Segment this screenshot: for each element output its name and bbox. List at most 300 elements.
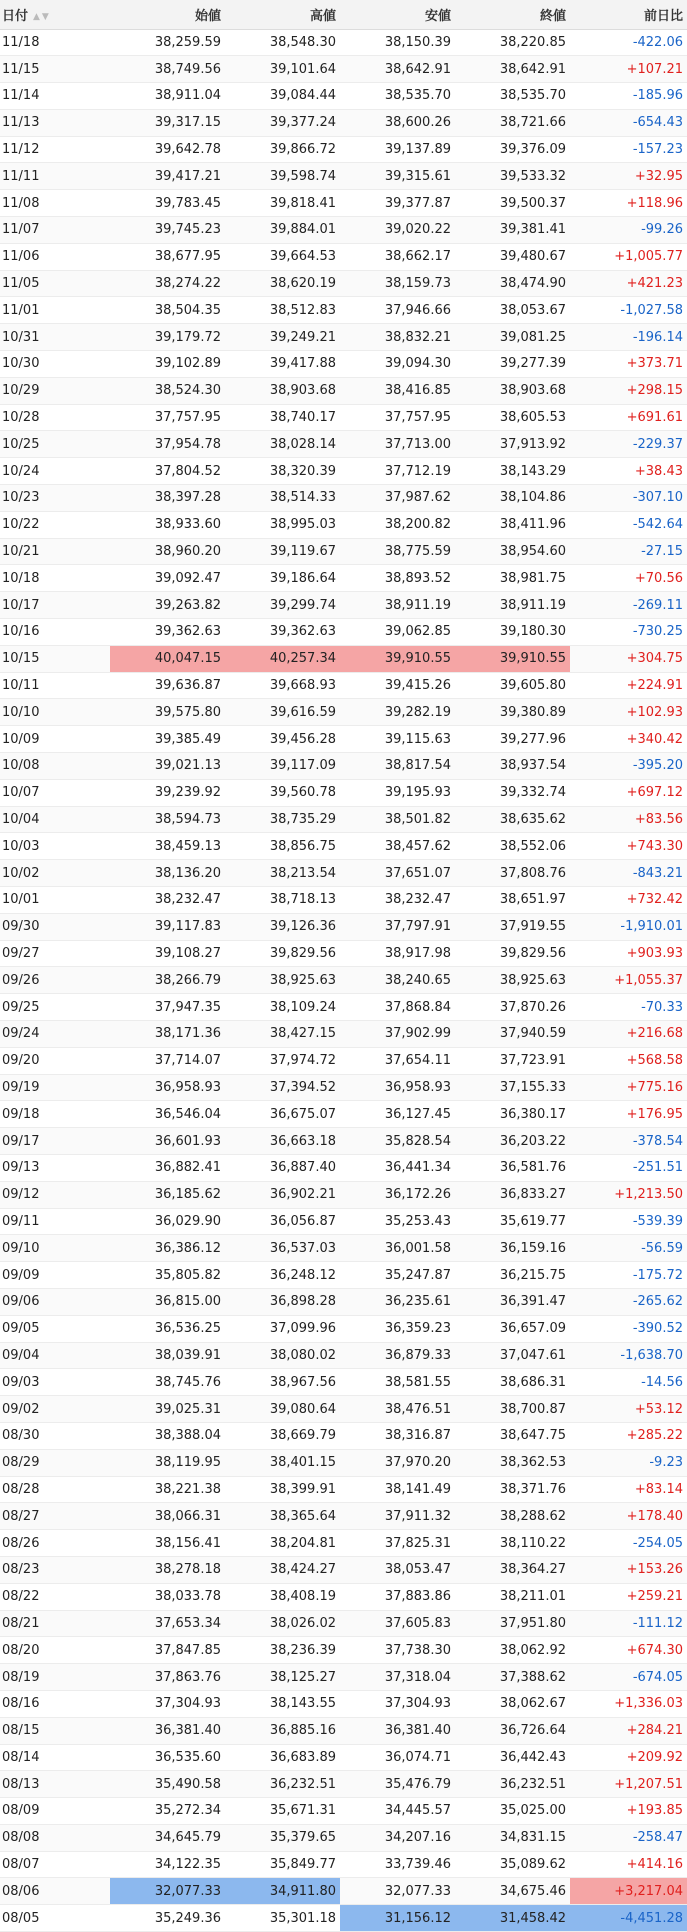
table-row [0, 136, 687, 163]
cell-date: 11/08 [2, 195, 40, 211]
cell-close: 38,364.27 [499, 1562, 566, 1578]
cell-low: 37,651.07 [384, 865, 451, 881]
cell-open: 39,021.13 [154, 758, 221, 774]
table-row [0, 1154, 687, 1181]
cell-date: 10/25 [2, 436, 40, 452]
cell-date: 09/04 [2, 1347, 40, 1363]
table-row [0, 1262, 687, 1289]
cell-low: 36,879.33 [384, 1347, 451, 1363]
table-row [0, 1637, 687, 1664]
table-row [0, 699, 687, 726]
cell-low: 36,441.34 [384, 1160, 451, 1176]
table-row [0, 1503, 687, 1530]
cell-change: +373.71 [626, 356, 683, 372]
cell-high: 36,902.21 [269, 1187, 336, 1203]
cell-open: 37,954.78 [154, 436, 221, 452]
cell-close: 38,104.86 [499, 490, 566, 506]
cell-low: 33,739.46 [384, 1857, 451, 1873]
cell-close: 38,651.97 [499, 892, 566, 908]
cell-low: 38,817.54 [384, 758, 451, 774]
cell-low: 38,662.17 [384, 249, 451, 265]
cell-high: 39,080.64 [269, 1401, 336, 1417]
cell-change: -196.14 [632, 329, 683, 345]
cell-high: 38,740.17 [269, 410, 336, 426]
table-row [0, 1047, 687, 1074]
cell-close: 35,089.62 [499, 1857, 566, 1873]
cell-high: 39,560.78 [269, 785, 336, 801]
cell-high: 38,408.19 [269, 1589, 336, 1605]
cell-high: 36,232.51 [269, 1776, 336, 1792]
cell-low: 37,911.32 [384, 1508, 451, 1524]
cell-date: 08/16 [2, 1696, 40, 1712]
table-row [0, 1181, 687, 1208]
cell-high: 38,401.15 [269, 1455, 336, 1471]
cell-high: 39,101.64 [269, 61, 336, 77]
cell-high: 38,080.02 [269, 1347, 336, 1363]
cell-high: 35,301.18 [269, 1910, 336, 1926]
cell-change: -70.33 [641, 999, 683, 1015]
cell-date: 10/28 [2, 410, 40, 426]
cell-high: 38,925.63 [269, 972, 336, 988]
table-row [0, 1208, 687, 1235]
cell-change: +216.68 [626, 1026, 683, 1042]
table-row [0, 860, 687, 887]
cell-open: 39,263.82 [154, 597, 221, 613]
cell-date: 09/19 [2, 1079, 40, 1095]
cell-open: 38,033.78 [154, 1589, 221, 1605]
cell-date: 08/08 [2, 1830, 40, 1846]
cell-change: -251.51 [632, 1160, 683, 1176]
cell-close: 38,686.31 [499, 1374, 566, 1390]
table-row [0, 163, 687, 190]
cell-open: 35,490.58 [154, 1776, 221, 1792]
cell-high: 38,735.29 [269, 812, 336, 827]
cell-close: 38,110.22 [499, 1535, 566, 1551]
cell-change: +178.40 [626, 1508, 683, 1524]
cell-high: 38,109.24 [269, 999, 336, 1015]
cell-close: 38,911.19 [499, 597, 566, 613]
cell-high: 38,399.91 [269, 1481, 336, 1497]
cell-high: 36,683.89 [269, 1749, 336, 1765]
table-row [0, 324, 687, 351]
cell-change: +83.56 [634, 812, 683, 827]
cell-open: 38,278.18 [154, 1562, 221, 1578]
cell-close: 38,220.85 [499, 34, 566, 50]
cell-close: 36,391.47 [499, 1294, 566, 1310]
cell-high: 39,664.53 [269, 249, 336, 265]
table-row [0, 297, 687, 324]
cell-date: 10/16 [2, 624, 40, 640]
cell-high: 38,365.64 [269, 1508, 336, 1524]
cell-close: 38,288.62 [499, 1508, 566, 1524]
cell-date: 08/20 [2, 1642, 40, 1658]
cell-low: 38,200.82 [384, 517, 451, 533]
cell-low: 37,946.66 [384, 302, 451, 318]
table-row [0, 1101, 687, 1128]
cell-close: 37,047.61 [499, 1347, 566, 1363]
cell-high: 38,026.02 [269, 1615, 336, 1631]
cell-open: 39,117.83 [154, 919, 221, 935]
cell-change: -422.06 [632, 34, 683, 50]
cell-open: 39,783.45 [154, 195, 221, 211]
cell-close: 37,155.33 [499, 1079, 566, 1095]
cell-date: 09/17 [2, 1133, 40, 1149]
cell-close: 38,954.60 [499, 544, 566, 560]
table-row [0, 485, 687, 512]
cell-close: 36,215.75 [499, 1267, 566, 1283]
cell-date: 10/30 [2, 356, 40, 372]
cell-change: -269.11 [632, 597, 683, 613]
cell-date: 10/23 [2, 490, 40, 506]
cell-high: 38,856.75 [269, 838, 336, 854]
cell-date: 11/18 [2, 34, 40, 50]
cell-change: +1,005.77 [614, 249, 683, 265]
cell-date: 11/12 [2, 142, 40, 158]
cell-low: 38,600.26 [384, 115, 451, 131]
table-row [0, 243, 687, 270]
table-row [0, 83, 687, 110]
cell-change: -27.15 [641, 544, 683, 560]
cell-low: 39,115.63 [384, 731, 451, 747]
cell-change: -542.64 [632, 517, 683, 533]
cell-close: 38,647.75 [499, 1428, 566, 1444]
cell-low: 36,172.26 [384, 1187, 451, 1203]
cell-change: +414.16 [626, 1857, 683, 1873]
cell-date: 08/30 [2, 1428, 40, 1444]
cell-change: -843.21 [632, 865, 683, 881]
cell-change: +421.23 [626, 276, 683, 292]
cell-low: 39,377.87 [384, 195, 451, 211]
cell-high: 39,117.09 [269, 758, 336, 774]
cell-high: 36,056.87 [269, 1213, 336, 1229]
cell-high: 38,512.83 [269, 302, 336, 318]
cell-date: 09/13 [2, 1160, 40, 1176]
cell-low: 37,713.00 [384, 436, 451, 452]
cell-open: 39,025.31 [154, 1401, 221, 1417]
table-row [0, 565, 687, 592]
cell-low: 39,195.93 [384, 785, 451, 801]
cell-close: 38,474.90 [499, 276, 566, 292]
cell-date: 08/26 [2, 1535, 40, 1551]
cell-close: 39,381.41 [499, 222, 566, 238]
cell-open: 36,536.25 [154, 1321, 221, 1337]
table-row [0, 270, 687, 297]
cell-open: 38,221.38 [154, 1481, 221, 1497]
cell-date: 08/29 [2, 1455, 40, 1471]
cell-close: 37,808.76 [499, 865, 566, 881]
cell-low: 36,359.23 [384, 1321, 451, 1337]
cell-close: 39,180.30 [499, 624, 566, 640]
cell-close: 38,635.62 [499, 812, 566, 827]
cell-close: 38,362.53 [499, 1455, 566, 1471]
cell-high: 34,911.80 [225, 1878, 340, 1905]
cell-open: 34,122.35 [154, 1857, 221, 1873]
cell-high: 38,125.27 [269, 1669, 336, 1685]
cell-close: 38,143.29 [499, 463, 566, 479]
cell-low: 37,318.04 [384, 1669, 451, 1685]
cell-change: -99.26 [641, 222, 683, 238]
cell-open: 39,239.92 [154, 785, 221, 801]
header-low: 安値 [340, 0, 455, 29]
cell-change: +1,213.50 [614, 1187, 683, 1203]
cell-change: +3,217.04 [570, 1878, 687, 1905]
table-row [0, 967, 687, 994]
cell-close: 39,533.32 [499, 168, 566, 184]
cell-high: 38,620.19 [269, 276, 336, 292]
cell-date: 10/08 [2, 758, 40, 774]
cell-low: 38,316.87 [384, 1428, 451, 1444]
cell-low: 38,141.49 [384, 1481, 451, 1497]
cell-high: 38,213.54 [269, 865, 336, 881]
cell-open: 35,272.34 [154, 1803, 221, 1819]
table-row [0, 377, 687, 404]
cell-close: 36,159.16 [499, 1240, 566, 1256]
table-row [0, 994, 687, 1021]
cell-open: 36,185.62 [154, 1187, 221, 1203]
header-high: 高値 [225, 0, 340, 29]
cell-low: 38,053.47 [384, 1562, 451, 1578]
cell-low: 36,001.58 [384, 1240, 451, 1256]
cell-high: 39,126.36 [269, 919, 336, 935]
cell-low: 36,235.61 [384, 1294, 451, 1310]
cell-high: 38,548.30 [269, 34, 336, 50]
cell-close: 35,025.00 [499, 1803, 566, 1819]
cell-change: +743.30 [626, 838, 683, 854]
cell-close: 36,203.22 [499, 1133, 566, 1149]
cell-high: 38,236.39 [269, 1642, 336, 1658]
table-row [0, 1422, 687, 1449]
table-row [0, 1583, 687, 1610]
cell-close: 38,211.01 [499, 1589, 566, 1605]
cell-low: 35,253.43 [384, 1213, 451, 1229]
cell-high: 39,417.88 [269, 356, 336, 372]
cell-change: +153.26 [626, 1562, 683, 1578]
cell-low: 39,282.19 [384, 704, 451, 720]
cell-date: 10/24 [2, 463, 40, 479]
cell-date: 11/15 [2, 61, 40, 77]
cell-date: 08/06 [2, 1883, 40, 1899]
cell-high: 38,995.03 [269, 517, 336, 533]
cell-high: 35,849.77 [269, 1857, 336, 1873]
cell-low: 37,757.95 [384, 410, 451, 426]
cell-open: 38,960.20 [154, 544, 221, 560]
table-row [0, 1369, 687, 1396]
cell-change: -395.20 [632, 758, 683, 774]
cell-high: 35,671.31 [269, 1803, 336, 1819]
header-close: 終値 [455, 0, 570, 29]
cell-low: 38,911.19 [384, 597, 451, 613]
cell-low: 38,159.73 [384, 276, 451, 292]
table-row [0, 511, 687, 538]
cell-change: -157.23 [632, 142, 683, 158]
cell-high: 40,257.34 [225, 645, 340, 672]
cell-date: 08/14 [2, 1749, 40, 1765]
cell-date: 08/27 [2, 1508, 40, 1524]
cell-open: 38,171.36 [154, 1026, 221, 1042]
table-row [0, 1530, 687, 1557]
table-row [0, 1905, 687, 1932]
cell-high: 36,675.07 [269, 1106, 336, 1122]
cell-open: 36,815.00 [154, 1294, 221, 1310]
header-date[interactable] [0, 0, 110, 29]
cell-change: +209.92 [626, 1749, 683, 1765]
cell-date: 09/18 [2, 1106, 40, 1122]
table-row [0, 1020, 687, 1047]
cell-open: 40,047.15 [110, 645, 225, 672]
table-row [0, 1342, 687, 1369]
cell-change: -1,638.70 [620, 1347, 683, 1363]
cell-close: 37,913.92 [499, 436, 566, 452]
cell-date: 09/30 [2, 919, 40, 935]
cell-low: 36,074.71 [384, 1749, 451, 1765]
cell-date: 09/26 [2, 972, 40, 988]
cell-high: 38,514.33 [269, 490, 336, 506]
cell-date: 10/15 [2, 651, 40, 667]
cell-low: 38,416.85 [384, 383, 451, 399]
cell-change: +107.21 [626, 61, 683, 77]
table-row [0, 404, 687, 431]
cell-change: +1,055.37 [614, 972, 683, 988]
cell-date: 10/11 [2, 678, 40, 694]
cell-low: 37,304.93 [384, 1696, 451, 1712]
cell-change: -4,451.28 [570, 1905, 687, 1932]
cell-high: 39,249.21 [269, 329, 336, 345]
cell-open: 36,535.60 [154, 1749, 221, 1765]
cell-high: 39,362.63 [269, 624, 336, 640]
cell-open: 36,601.93 [154, 1133, 221, 1149]
table-row [0, 592, 687, 619]
cell-date: 10/03 [2, 838, 40, 854]
cell-change: +118.96 [626, 195, 683, 211]
cell-change: +284.21 [626, 1723, 683, 1739]
cell-open: 39,385.49 [154, 731, 221, 747]
cell-date: 10/29 [2, 383, 40, 399]
cell-open: 38,274.22 [154, 276, 221, 292]
cell-close: 34,831.15 [499, 1830, 566, 1846]
cell-date: 09/20 [2, 1053, 40, 1069]
cell-high: 38,967.56 [269, 1374, 336, 1390]
cell-change: +298.15 [626, 383, 683, 399]
cell-change: +38.43 [634, 463, 683, 479]
table-row [0, 1556, 687, 1583]
cell-date: 08/19 [2, 1669, 40, 1685]
cell-close: 39,277.96 [499, 731, 566, 747]
table-row [0, 1074, 687, 1101]
table-header-row [0, 0, 687, 29]
cell-date: 09/11 [2, 1213, 40, 1229]
cell-date: 08/09 [2, 1803, 40, 1819]
cell-change: +304.75 [626, 651, 683, 667]
cell-open: 37,863.76 [154, 1669, 221, 1685]
table-row [0, 109, 687, 136]
cell-close: 39,332.74 [499, 785, 566, 801]
cell-open: 37,847.85 [154, 1642, 221, 1658]
cell-low: 39,094.30 [384, 356, 451, 372]
table-row [0, 458, 687, 485]
table-row [0, 1664, 687, 1691]
cell-change: +775.16 [626, 1079, 683, 1095]
cell-close: 35,619.77 [499, 1213, 566, 1229]
cell-change: +568.58 [626, 1053, 683, 1069]
cell-close: 38,937.54 [499, 758, 566, 774]
cell-date: 11/06 [2, 249, 40, 265]
cell-high: 36,537.03 [269, 1240, 336, 1256]
cell-date: 11/11 [2, 168, 40, 184]
cell-high: 39,818.41 [269, 195, 336, 211]
cell-date: 09/24 [2, 1026, 40, 1042]
cell-change: -111.12 [632, 1615, 683, 1631]
cell-open: 39,102.89 [154, 356, 221, 372]
cell-close: 38,605.53 [499, 410, 566, 426]
cell-low: 39,020.22 [384, 222, 451, 238]
cell-date: 10/22 [2, 517, 40, 533]
table-row [0, 1396, 687, 1423]
sort-icon[interactable]: ▲▼ [33, 11, 51, 22]
cell-high: 36,898.28 [269, 1294, 336, 1310]
cell-date: 10/10 [2, 704, 40, 720]
cell-low: 38,232.47 [384, 892, 451, 908]
cell-open: 39,417.21 [154, 168, 221, 184]
cell-date: 09/05 [2, 1321, 40, 1337]
cell-low: 38,501.82 [384, 812, 451, 827]
cell-high: 37,099.96 [269, 1321, 336, 1337]
cell-low: 38,457.62 [384, 838, 451, 854]
cell-change: -254.05 [632, 1535, 683, 1551]
table-row [0, 1476, 687, 1503]
cell-high: 37,394.52 [269, 1079, 336, 1095]
cell-open: 34,645.79 [154, 1830, 221, 1846]
cell-high: 38,427.15 [269, 1026, 336, 1042]
cell-open: 35,249.36 [154, 1910, 221, 1926]
cell-open: 38,749.56 [154, 61, 221, 77]
cell-open: 38,524.30 [154, 383, 221, 399]
cell-close: 38,053.67 [499, 302, 566, 318]
cell-date: 08/13 [2, 1776, 40, 1792]
cell-close: 37,919.55 [499, 919, 566, 935]
cell-open: 37,714.07 [154, 1053, 221, 1069]
cell-high: 38,424.27 [269, 1562, 336, 1578]
cell-change: +285.22 [626, 1428, 683, 1444]
cell-date: 09/02 [2, 1401, 40, 1417]
table-row [0, 1315, 687, 1342]
header-open: 始値 [110, 0, 225, 29]
cell-open: 36,958.93 [154, 1079, 221, 1095]
table-row [0, 913, 687, 940]
table-row [0, 806, 687, 833]
cell-close: 36,581.76 [499, 1160, 566, 1176]
cell-change: -378.54 [632, 1133, 683, 1149]
cell-open: 39,745.23 [154, 222, 221, 238]
cell-date: 10/07 [2, 785, 40, 801]
cell-low: 37,883.86 [384, 1589, 451, 1605]
cell-change: -654.43 [632, 115, 683, 131]
cell-high: 39,829.56 [269, 945, 336, 961]
cell-close: 38,062.67 [499, 1696, 566, 1712]
cell-low: 39,137.89 [384, 142, 451, 158]
cell-change: -175.72 [632, 1267, 683, 1283]
cell-change: +224.91 [626, 678, 683, 694]
cell-change: +83.14 [634, 1481, 683, 1497]
cell-open: 32,077.33 [110, 1878, 225, 1905]
cell-date: 11/05 [2, 276, 40, 292]
cell-open: 38,459.13 [154, 838, 221, 854]
header-date-label: 日付 [2, 8, 29, 24]
cell-low: 37,605.83 [384, 1615, 451, 1631]
cell-change: -56.59 [641, 1240, 683, 1256]
cell-close: 36,232.51 [499, 1776, 566, 1792]
cell-high: 39,377.24 [269, 115, 336, 131]
cell-close: 39,910.55 [455, 645, 570, 672]
